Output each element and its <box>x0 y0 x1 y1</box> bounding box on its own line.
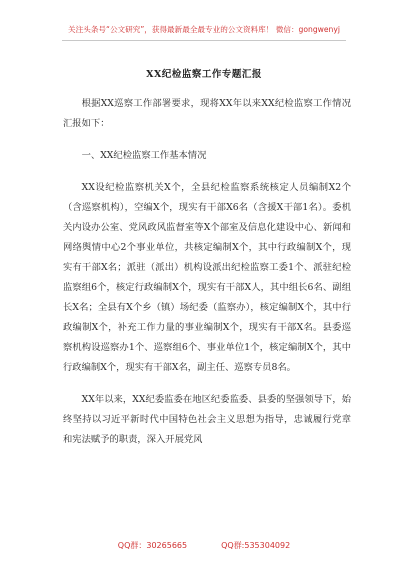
paragraph-intro: 根据XX巡察工作部署要求，现将XX年以来XX纪检监察工作情况汇报如下： <box>63 98 351 129</box>
header-divider <box>62 40 346 41</box>
header-promo-note: 关注头条号“公文研究”，获得最新最全最专业的公文资料库！ 微信：gongwenyj <box>68 25 340 34</box>
footer <box>0 540 408 551</box>
section-heading: 一、XX纪检监察工作基本情况 <box>81 150 207 161</box>
document-title: XX纪检监察工作专题汇报 <box>146 69 262 80</box>
footer-qq-group-2: QQ群:535304092 <box>221 541 291 550</box>
paragraph-staffing: XX设纪检监察机关X个，全县纪检监察系统核定人员编制X2个（含巡察机构），空编X个，现实有干部X6名（含援X干部1名）。委机关内设办公室、党风政风监督室等X个部室及信息化建设中心、新闻和网络舆情中心2个事业单位，共核定编制X个，其中行政编制X个，现实有干部X名；派驻（派出）机构设派出纪检监察工委1个、派驻纪检监察组6个，核定行政编制X个，现实有干部X人，其中组长6名、副组长X名；全县有X个乡（镇）场纪委（监察办），核定编制X个，其中行政编制X个，补充工作力量的事业编制X个，现实有干部X名。县委巡察机构设巡察办1个、巡察组6个、事业单位1个，核定编制X个，其中行政编制X个，现实有干部X名，副主任、巡察专员8名。 <box>63 182 351 373</box>
document-body <box>63 94 351 450</box>
footer-qq-group-1: QQ群：30265665 <box>117 541 188 550</box>
paragraph-overview: XX年以来，XX纪委监委在地区纪委监委、县委的坚强领导下，始终坚持以习近平新时代中国特色社会主义思想为指导，忠诚履行党章和宪法赋予的职责，深入开展党风 <box>63 394 351 445</box>
